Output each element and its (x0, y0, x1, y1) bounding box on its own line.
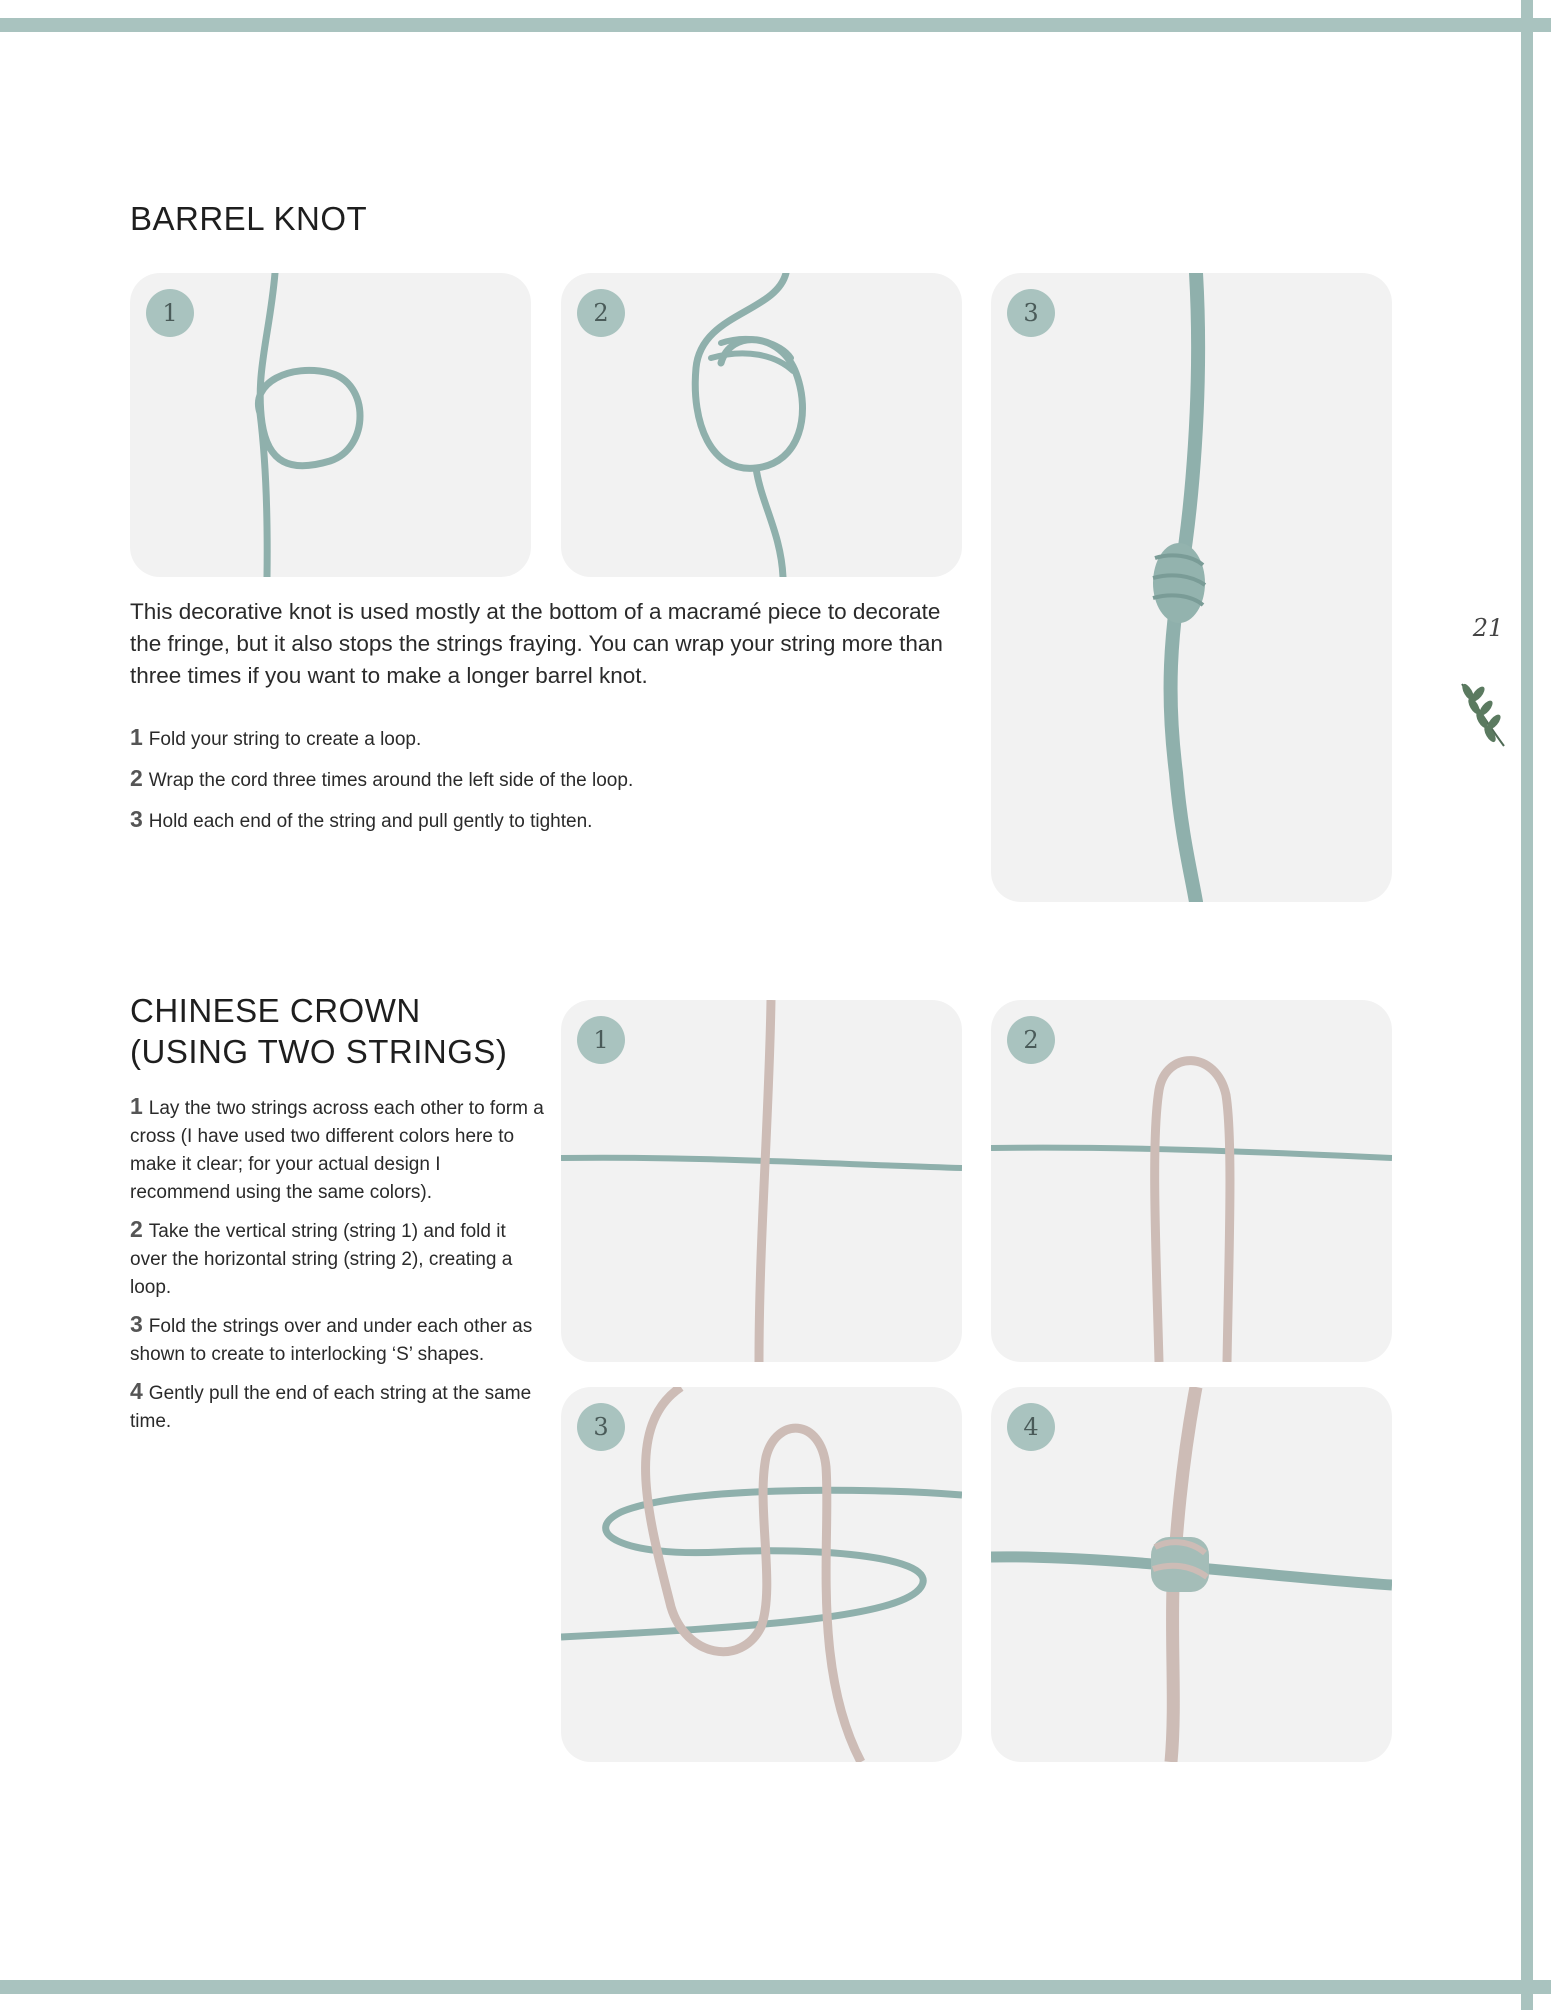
step-number: 4 (130, 1378, 143, 1404)
list-item (130, 765, 930, 794)
title-line: CHINESE CROWN (130, 992, 421, 1029)
barrel-step-2-photo (561, 273, 962, 577)
title-line: (USING TWO STRINGS) (130, 1033, 508, 1070)
step-number: 3 (130, 1311, 143, 1337)
page-number: 21 (1472, 614, 1504, 642)
step-text: Lay the two strings across each other to form a cross (I have used two different colors here to make it clear; for your actual design I recommend using the same colors). (130, 1098, 544, 1203)
barrel-knot-steps (130, 724, 930, 847)
list-item (130, 1377, 545, 1436)
barrel-knot-illustration (991, 273, 1392, 902)
step-badge: 2 (577, 289, 625, 337)
crown-knot-illustration (991, 1387, 1392, 1762)
list-item (130, 1215, 545, 1302)
cross-strings-illustration (561, 1000, 962, 1362)
barrel-knot-intro: This decorative knot is used mostly at the bottom of a macramé piece to decorate the fringe, but it also stops the strings fraying. You can wrap your string more than three times if you want to make a longer barrel knot. (130, 599, 943, 688)
step-number: 3 (130, 806, 143, 832)
step-text: Hold each end of the string and pull gently to tighten. (148, 811, 593, 832)
step-number: 2 (130, 1216, 143, 1242)
bottom-border (0, 1980, 1551, 1994)
step-badge: 1 (577, 1016, 625, 1064)
barrel-step-1-photo (130, 273, 531, 577)
crown-step-4-photo (991, 1387, 1392, 1762)
step-text: Take the vertical string (string 1) and fold it over the horizontal string (string 2), creating a loop. (130, 1221, 513, 1298)
right-border (1521, 0, 1533, 2010)
step-number: 1 (130, 1093, 143, 1119)
step-text: Fold the strings over and under each other as shown to create to interlocking ‘S’ shapes. (130, 1316, 533, 1365)
step-text: Wrap the cord three times around the left side of the loop. (148, 770, 634, 791)
step-badge: 2 (1007, 1016, 1055, 1064)
crown-step-2-photo (991, 1000, 1392, 1362)
step-number: 2 (130, 765, 143, 791)
step-text: Fold your string to create a loop. (148, 729, 422, 750)
step-number: 1 (130, 724, 143, 750)
crown-step-3-photo (561, 1387, 962, 1762)
list-item (130, 806, 930, 835)
top-border (0, 18, 1551, 32)
list-item (130, 1310, 545, 1369)
list-item (130, 1092, 545, 1207)
barrel-knot-title: BARREL KNOT (130, 200, 368, 237)
fold-loop-illustration (991, 1000, 1392, 1362)
interlocking-s-illustration (561, 1387, 962, 1762)
step-badge: 1 (146, 289, 194, 337)
chinese-crown-title (130, 990, 570, 1072)
list-item (130, 724, 930, 753)
crown-step-1-photo (561, 1000, 962, 1362)
step-badge: 3 (1007, 289, 1055, 337)
barrel-step-3-photo (991, 273, 1392, 902)
leaf-sprig-icon (1452, 672, 1512, 752)
step-badge: 4 (1007, 1403, 1055, 1451)
chinese-crown-steps (130, 1092, 545, 1444)
step-text: Gently pull the end of each string at the same time. (130, 1383, 532, 1432)
step-badge: 3 (577, 1403, 625, 1451)
